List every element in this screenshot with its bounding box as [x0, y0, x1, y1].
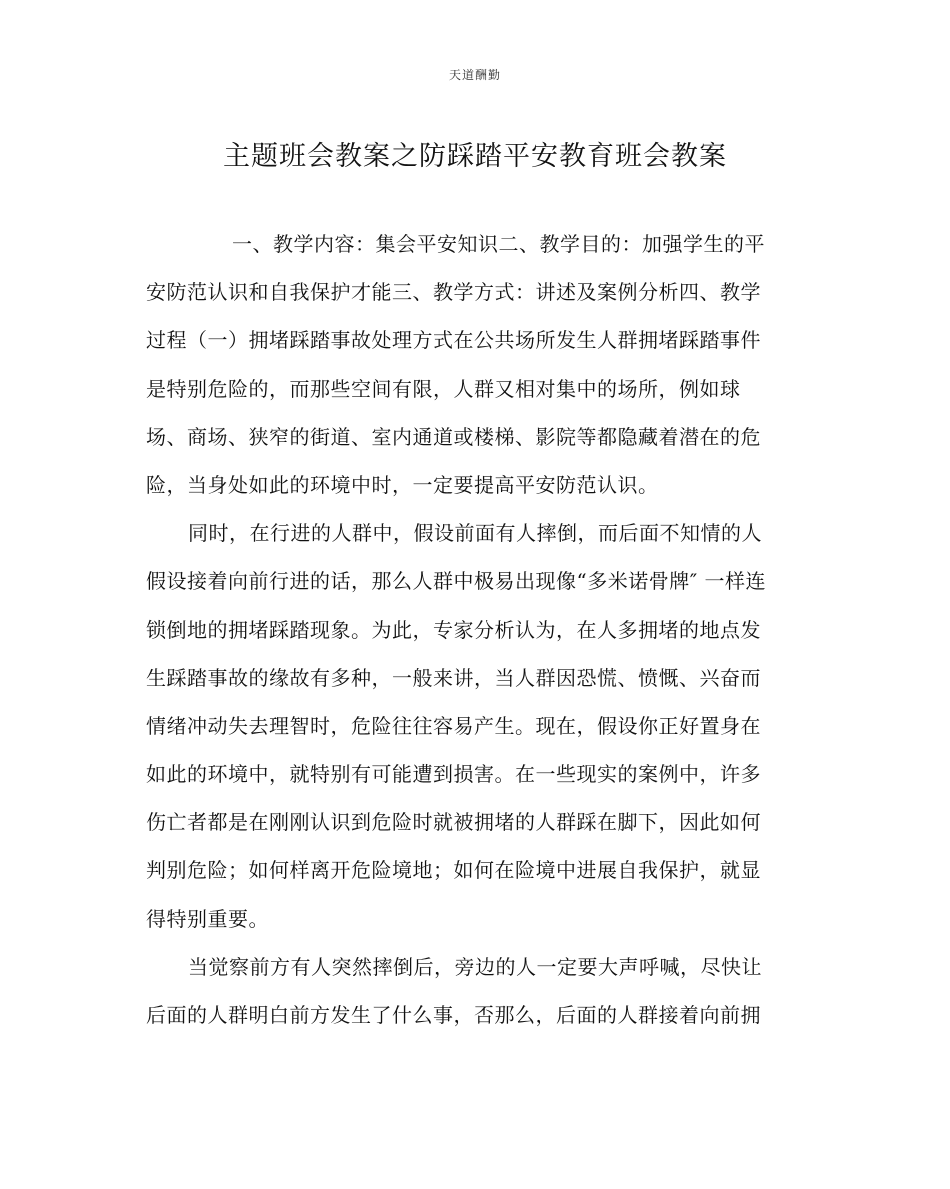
text-line: 是特别危险的，而那些空间有限，人群又相对集中的场所，例如球 — [146, 376, 741, 401]
text-line: 判别危险；如何样离开危险境地；如何在险境中进展自我保护，就显 — [146, 858, 761, 883]
text-line: 险，当身处如此的环境中时，一定要提高平安防范认识。 — [146, 472, 659, 497]
text-line: 同时，在行进的人群中，假设前面有人摔倒，而后面不知情的人 — [188, 521, 762, 546]
paragraph-1 — [146, 220, 806, 509]
page-header: 天道酬勤 — [448, 68, 501, 82]
text-line: 过程（一）拥堵踩踏事故处理方式在公共场所发生人群拥堵踩踏事件 — [146, 328, 761, 353]
document-title: 主题班会教案之防踩踏平安教育班会教案 — [223, 141, 727, 172]
text-line: 当觉察前方有人突然摔倒后，旁边的人一定要大声呼喊，尽快让 — [188, 954, 762, 979]
text-line: 如此的环境中，就特别有可能遭到损害。在一些现实的案例中，许多 — [146, 762, 761, 787]
text-line: 得特别重要。 — [146, 906, 269, 931]
text-line: 情绪冲动失去理智时，危险往往容易产生。现在，假设你正好置身在 — [146, 713, 761, 738]
text-line: 一、教学内容：集会平安知识二、教学目的：加强学生的平 — [232, 232, 765, 256]
paragraph-2 — [146, 509, 806, 943]
text-line: 场、商场、狭窄的街道、室内通道或楼梯、影院等都隐藏着潜在的危 — [146, 424, 761, 449]
text-line: 伤亡者都是在刚刚认识到危险时就被拥堵的人群踩在脚下，因此如何 — [146, 810, 761, 835]
text-line: 安防范认识和自我保护才能三、教学方式：讲述及案例分析四、教学 — [146, 280, 761, 305]
text-line: 生踩踏事故的缘故有多种，一般来讲，当人群因恐慌、愤慨、兴奋而 — [146, 665, 761, 690]
text-line: 后面的人群明白前方发生了什么事，否那么，后面的人群接着向前拥 — [146, 1003, 761, 1027]
text-line: 锁倒地的拥堵踩踏现象。为此，专家分析认为，在人多拥堵的地点发 — [146, 617, 761, 642]
paragraph-3 — [146, 943, 806, 1039]
text-line: 假设接着向前行进的话，那么人群中极易出现像“多米诺骨牌″ 一样连 — [146, 569, 767, 594]
document-body — [146, 220, 806, 1039]
